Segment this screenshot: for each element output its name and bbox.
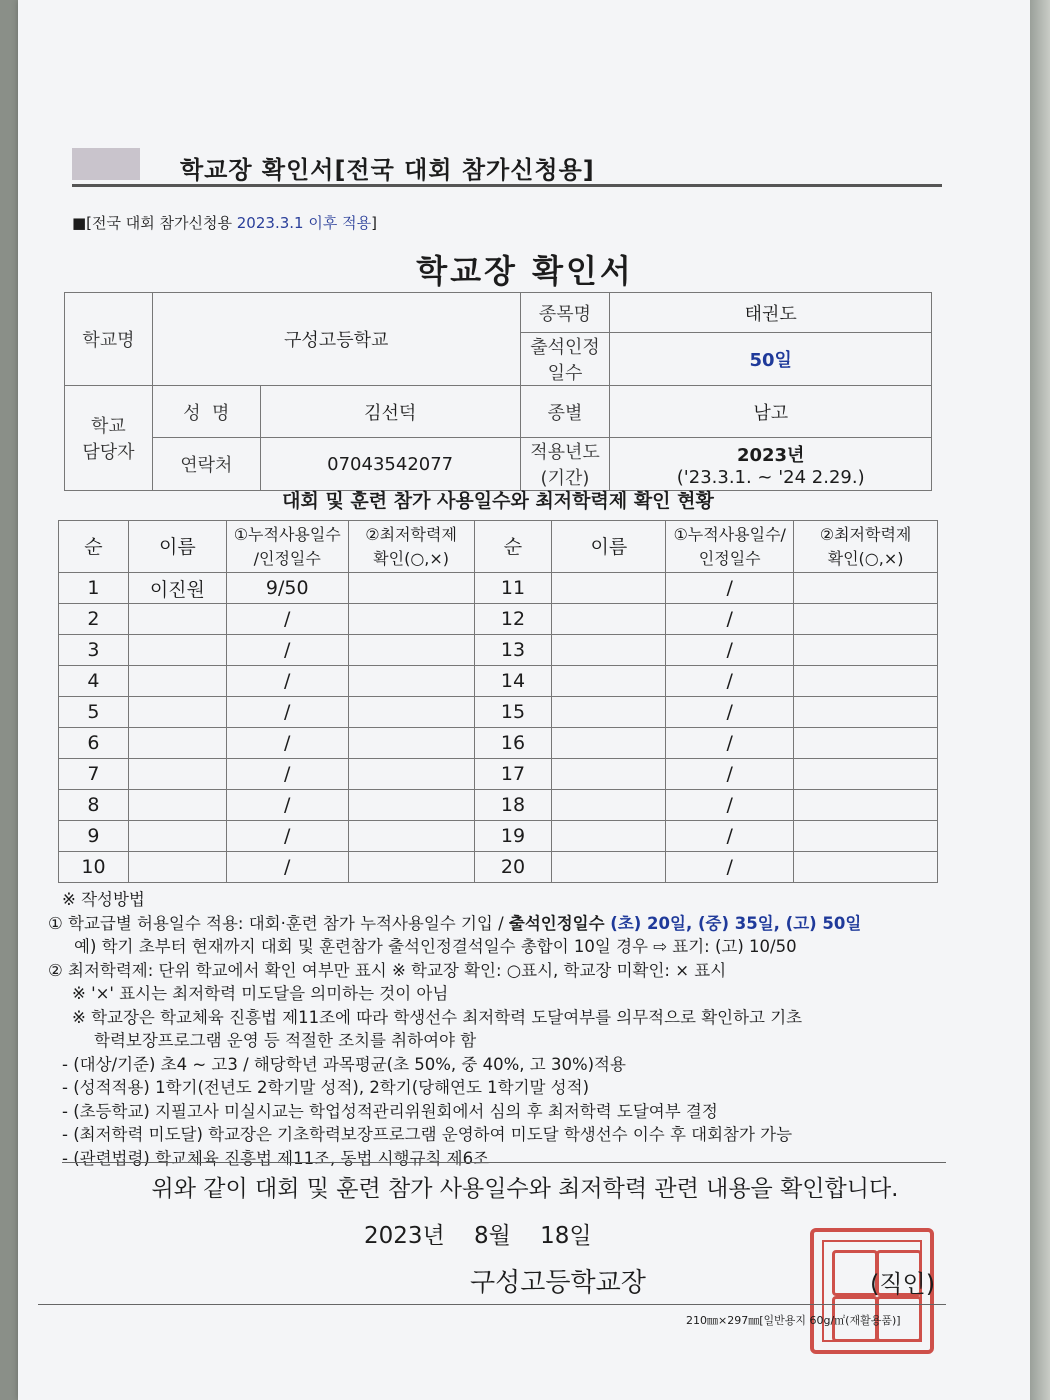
row-days: / — [226, 635, 348, 666]
banner — [72, 148, 942, 187]
header-no-right: 순 — [474, 521, 552, 573]
row-number-right: 17 — [474, 759, 552, 790]
subhead-suffix: ] — [371, 214, 377, 232]
header-name: 이름 — [128, 521, 226, 573]
row-number-right: 15 — [474, 697, 552, 728]
year-label-line1: 적용년도 — [530, 442, 600, 463]
row-check-right — [794, 852, 938, 883]
row-check-right — [794, 728, 938, 759]
row-name — [128, 635, 226, 666]
table-row — [59, 728, 938, 759]
date-day: 18일 — [540, 1223, 592, 1249]
detail-5: - (관련법령) 학교체육 진흥법 제11조, 동법 시행규칙 제6조 — [62, 1148, 489, 1168]
row-number-right: 19 — [474, 821, 552, 852]
row-name-right — [552, 604, 666, 635]
row-days: 9/50 — [226, 573, 348, 604]
header-no: 순 — [59, 521, 129, 573]
row-number: 8 — [59, 790, 129, 821]
row-name — [128, 728, 226, 759]
participation-table — [58, 520, 938, 883]
row-days: / — [226, 852, 348, 883]
notes-heading: ※ 작성방법 — [62, 890, 145, 909]
row-number: 10 — [59, 852, 129, 883]
row-check-right — [794, 697, 938, 728]
banner-block — [72, 148, 140, 180]
row-name — [128, 604, 226, 635]
note-1 — [48, 912, 948, 936]
attend-label-line2: 일수 — [547, 363, 583, 384]
table-row — [59, 604, 938, 635]
paper-spec: 210㎜×297㎜[일반용지 60g/㎡(재활용품)] — [686, 1314, 901, 1327]
table-row — [59, 790, 938, 821]
header-check-line1: ②최저학력제 — [365, 524, 457, 544]
row-number-right: 16 — [474, 728, 552, 759]
row-name — [128, 852, 226, 883]
row-days-right: / — [666, 728, 794, 759]
row-check — [348, 759, 474, 790]
year-label-line2: (기간) — [540, 468, 590, 489]
header-check — [348, 521, 474, 573]
date-month: 8월 — [474, 1223, 511, 1249]
row-number-right: 18 — [474, 790, 552, 821]
row-name: 이진원 — [128, 573, 226, 604]
confirmation-statement: 위와 같이 대회 및 훈련 참가 사용일수와 최저학력 관련 내용을 확인합니다. — [151, 1176, 899, 1202]
row-check — [348, 728, 474, 759]
manager-label-line2: 담당자 — [82, 442, 135, 463]
subhead-date: 2023.3.1 이후 적용 — [236, 214, 372, 232]
year-value — [610, 438, 932, 491]
note-2: ② 최저학력제: 단위 학교에서 확인 여부만 표시 ※ 학교장 확인: ○표시, 학교장 미확인: × 표시 — [48, 960, 727, 980]
row-days-right: / — [666, 821, 794, 852]
table-row — [59, 852, 938, 883]
row-check-right — [794, 666, 938, 697]
seal-label: (직인) — [870, 1270, 936, 1298]
instructions — [48, 888, 948, 1170]
divider — [62, 1162, 946, 1163]
table-row — [59, 635, 938, 666]
note-2b-line1: ※ 학교장은 학교체육 진흥법 제11조에 따라 학생선수 최저학력 도달여부를 의무적으로 확인하고 기초 — [72, 1007, 803, 1027]
principal-signature: 구성고등학교장 — [470, 1268, 646, 1298]
subhead-prefix: ■[전국 대회 참가신청용 — [72, 214, 232, 232]
header-days-right-line2: 인정일수 — [698, 548, 761, 568]
row-name-right — [552, 790, 666, 821]
note-1-bold: 출석인정일수 — [508, 913, 611, 933]
row-check — [348, 821, 474, 852]
row-check — [348, 790, 474, 821]
row-check-right — [794, 573, 938, 604]
row-name-right — [552, 697, 666, 728]
row-name — [128, 790, 226, 821]
banner-title: 학교장 확인서[전국 대회 참가신청용] — [180, 156, 595, 184]
row-days: / — [226, 666, 348, 697]
row-check-right — [794, 635, 938, 666]
detail-2: - (성적적용) 1학기(전년도 2학기말 성적), 2학기(당해연도 1학기말 성적) — [62, 1078, 590, 1097]
year-label — [520, 438, 610, 491]
note-1-text: ① 학교급별 허용일수 적용: 대회·훈련 참가 누적사용일수 기입 / — [48, 913, 509, 933]
row-number: 9 — [59, 821, 129, 852]
row-number-right: 12 — [474, 604, 552, 635]
school-label: 학교명 — [65, 293, 153, 386]
row-name — [128, 821, 226, 852]
manager-label — [65, 386, 153, 491]
header-days-line2: /인정일수 — [253, 548, 321, 568]
row-name-right — [552, 666, 666, 697]
header-days-line1: ①누적사용일수 — [233, 524, 341, 544]
info-table — [64, 292, 932, 491]
row-days-right: / — [666, 666, 794, 697]
row-check-right — [794, 821, 938, 852]
table-row — [59, 821, 938, 852]
detail-4: - (최저학력 미도달) 학교장은 기초학력보장프로그램 운영하여 미도달 학생선수 이수 후 대회참가 가능 — [62, 1125, 793, 1144]
table-row — [59, 759, 938, 790]
row-number: 6 — [59, 728, 129, 759]
row-days-right: / — [666, 759, 794, 790]
row-check — [348, 666, 474, 697]
row-days: / — [226, 821, 348, 852]
row-check — [348, 573, 474, 604]
header-name-right: 이름 — [552, 521, 666, 573]
event-label: 종목명 — [520, 293, 610, 333]
header-check-right-line2: 확인(○,×) — [827, 548, 904, 568]
row-days-right: / — [666, 697, 794, 728]
note-2a: ※ '×' 표시는 최저학력 미도달을 의미하는 것이 아님 — [72, 984, 449, 1003]
attend-label-line1: 출석인정 — [530, 337, 600, 358]
row-name — [128, 759, 226, 790]
row-number: 5 — [59, 697, 129, 728]
table-row — [59, 697, 938, 728]
row-name — [128, 666, 226, 697]
row-number: 4 — [59, 666, 129, 697]
row-check-right — [794, 759, 938, 790]
row-number-right: 13 — [474, 635, 552, 666]
row-days-right: / — [666, 604, 794, 635]
row-check-right — [794, 604, 938, 635]
issue-date — [364, 1217, 592, 1250]
row-number-right: 11 — [474, 573, 552, 604]
row-name-right — [552, 573, 666, 604]
table-row — [59, 666, 938, 697]
gender-label: 종별 — [520, 386, 610, 438]
manager-label-line1: 학교 — [91, 416, 126, 437]
document-title: 학교장 확인서 — [416, 252, 634, 290]
row-days-right: / — [666, 573, 794, 604]
row-days: / — [226, 759, 348, 790]
row-number: 7 — [59, 759, 129, 790]
row-days-right: / — [666, 852, 794, 883]
row-days: / — [226, 728, 348, 759]
header-days-right — [666, 521, 794, 573]
name-label: 성 명 — [152, 386, 260, 438]
row-number: 3 — [59, 635, 129, 666]
note-2b-line2: 학력보장프로그램 운영 등 적절한 조치를 취하여야 함 — [94, 1031, 477, 1050]
row-days: / — [226, 697, 348, 728]
header-check-right — [794, 521, 938, 573]
row-name-right — [552, 821, 666, 852]
row-number-right: 20 — [474, 852, 552, 883]
year-value-year: 2023년 — [736, 444, 805, 466]
detail-1: - (대상/기준) 초4 ~ 고3 / 해당학년 과목평균(초 50%, 중 40%, 고 30%)적용 — [62, 1054, 626, 1074]
name-value: 김선덕 — [260, 386, 520, 438]
attend-value: 50일 — [610, 333, 932, 386]
row-days-right: / — [666, 790, 794, 821]
row-number-right: 14 — [474, 666, 552, 697]
detail-3: - (초등학교) 지필고사 미실시교는 학업성적관리위원회에서 심의 후 최저학력 도달여부 결정 — [62, 1101, 718, 1121]
section-title: 대회 및 훈련 참가 사용일수와 최저학력제 확인 현황 — [282, 490, 714, 512]
note-1-limits: (초) 20일, (중) 35일, (고) 50일 — [610, 913, 862, 933]
contact-label: 연락처 — [152, 438, 260, 491]
row-name-right — [552, 728, 666, 759]
subhead — [72, 212, 377, 233]
row-check — [348, 852, 474, 883]
year-value-period: ('23.3.1. ~ '24 2.29.) — [676, 466, 865, 488]
row-check-right — [794, 790, 938, 821]
row-check — [348, 635, 474, 666]
row-check — [348, 697, 474, 728]
row-check — [348, 604, 474, 635]
row-name-right — [552, 852, 666, 883]
header-days-right-line1: ①누적사용일수/ — [673, 524, 786, 544]
table-row — [59, 573, 938, 604]
row-days-right: / — [666, 635, 794, 666]
header-days — [226, 521, 348, 573]
event-value: 태권도 — [610, 293, 932, 333]
contact-value: 07043542077 — [260, 438, 520, 491]
row-name-right — [552, 759, 666, 790]
header-check-line2: 확인(○,×) — [373, 548, 450, 568]
date-year: 2023년 — [364, 1223, 445, 1249]
attend-label — [520, 333, 610, 386]
note-1-example: 예) 학기 초부터 현재까지 대회 및 훈련참가 출석인정결석일수 총합이 10일 경우 ⇨ 표기: (고) 10/50 — [74, 937, 797, 956]
row-name-right — [552, 635, 666, 666]
school-value: 구성고등학교 — [152, 293, 520, 386]
gender-value: 남고 — [610, 386, 932, 438]
row-name — [128, 697, 226, 728]
row-days: / — [226, 790, 348, 821]
row-number: 2 — [59, 604, 129, 635]
footer-divider — [38, 1304, 946, 1305]
header-check-right-line1: ②최저학력제 — [819, 524, 912, 544]
row-number: 1 — [59, 573, 129, 604]
row-days: / — [226, 604, 348, 635]
